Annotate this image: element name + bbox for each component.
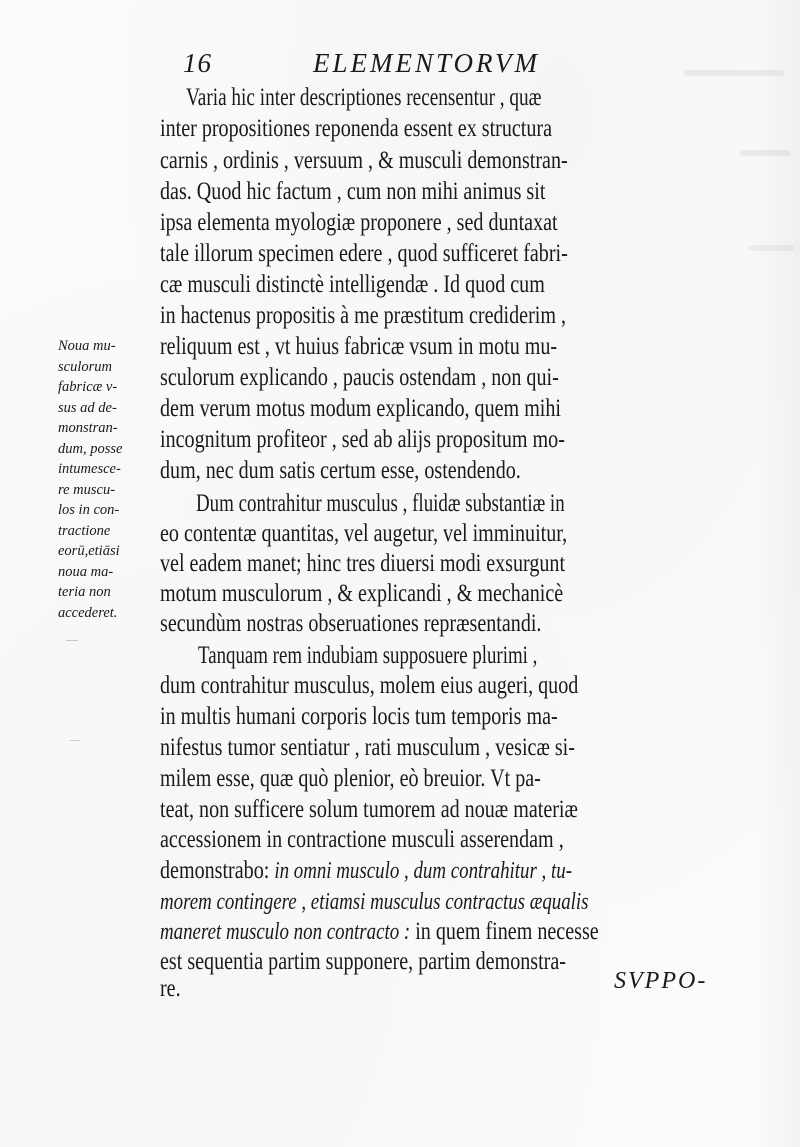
text-span: inter propositiones reponenda essent ex structura — [160, 113, 553, 142]
text-line — [160, 173, 790, 208]
text-span: carnis , ordinis , versuum , & musculi demonstran- — [160, 145, 568, 174]
margin-note-line: sculorum — [58, 358, 112, 375]
text-line — [160, 421, 790, 456]
text-span: in multis humani corporis locis tum temporis ma- — [160, 701, 558, 730]
text-span: demonstrabo: — [160, 855, 275, 884]
text-line — [160, 760, 790, 795]
text-line — [160, 142, 790, 177]
text-line — [160, 698, 790, 733]
margin-note-line: intumesce- — [58, 461, 121, 477]
text-span: reliquum est , vt huius fabricæ vsum in motu mu- — [160, 331, 558, 360]
show-through-mark — [684, 70, 784, 76]
margin-note — [58, 336, 158, 623]
text-line — [160, 266, 790, 301]
text-line — [160, 204, 790, 239]
text-span: dem verum motus modum explicando, quem mihi — [160, 393, 562, 422]
catchword: SVPPO- — [614, 968, 708, 994]
text-line — [160, 297, 790, 332]
text-span: Tanquam rem indubiam supposuere plurimi , — [198, 640, 538, 669]
text-line — [160, 328, 790, 363]
margin-note-line: tractione — [58, 522, 111, 539]
margin-rule — [66, 640, 78, 641]
margin-note-line: accederet. — [58, 604, 118, 621]
margin-note-line: monstran- — [58, 420, 118, 436]
text-span: incognitum profiteor , sed ab alijs propositum mo- — [160, 424, 565, 453]
page-number: 16 — [183, 48, 212, 78]
italic-text-span: maneret musculo non contracto : — [160, 919, 411, 945]
text-span: das. Quod hic factum , cum non mihi animus sit — [160, 176, 546, 205]
text-span: secundùm nostras obseruationes repræsentandi. — [160, 608, 542, 637]
running-title: ELEMENTORVM — [313, 48, 541, 78]
text-span: vel eadem manet; hinc tres diuersi modi exsurgunt — [160, 548, 566, 577]
text-line — [160, 235, 790, 270]
italic-text-span: morem contingere , etiamsi musculus contractus æqualis — [160, 889, 589, 915]
text-span: Varia hic inter descriptiones recensentur , quæ — [186, 82, 542, 111]
margin-note-line: fabricæ v- — [58, 379, 118, 395]
margin-note-line: sus ad de- — [58, 399, 117, 416]
margin-note-line: los in con- — [58, 502, 120, 518]
margin-note-line: dum, posse — [58, 440, 123, 457]
text-span: ipsa elementa myologiæ proponere , sed duntaxat — [160, 207, 558, 236]
text-span: in quem finem necesse — [410, 916, 599, 945]
text-span: nifestus tumor sentiatur , rati musculum , vesicæ si- — [160, 732, 575, 761]
text-span: in hactenus propositis à me præstitum crediderim , — [160, 300, 567, 329]
text-line — [160, 667, 790, 702]
text-span: Dum contrahitur musculus , fluidæ substantiæ in — [196, 488, 565, 517]
text-span: re. — [160, 973, 181, 1002]
text-line — [160, 852, 790, 887]
margin-rule — [70, 740, 80, 741]
margin-note-line: eorū,etiāsi — [58, 543, 120, 559]
italic-text-span: in omni musculo , dum contrahitur , tu- — [274, 858, 573, 884]
text-span: dum contrahitur musculus, molem eius augeri, quod — [160, 670, 579, 699]
text-line — [160, 605, 790, 640]
text-span: accessionem in contractione musculi asserendam , — [160, 824, 564, 853]
text-line — [160, 359, 790, 394]
margin-note-line: noua ma- — [58, 563, 114, 580]
text-span: milem esse, quæ quò plenior, eò breuior. Vt pa- — [160, 763, 541, 792]
text-line — [160, 390, 790, 425]
text-span: tale illorum specimen edere , quod sufficeret fabri- — [160, 238, 568, 267]
text-span: teat, non sufficere solum tumorem ad nouæ materiæ — [160, 794, 578, 823]
text-span: dum, nec dum satis certum esse, ostendendo. — [160, 455, 521, 484]
text-line — [160, 110, 790, 145]
text-span: motum musculorum , & explicandi , & mechanicè — [160, 578, 564, 607]
text-line — [160, 452, 790, 487]
text-line — [160, 729, 790, 764]
text-span: est sequentia partim supponere, partim demonstra- — [160, 946, 566, 975]
margin-note-line: teria non — [58, 584, 111, 600]
text-line — [186, 79, 790, 114]
text-span: eo contentæ quantitas, vel augetur, vel imminuitur, — [160, 518, 568, 547]
text-line — [160, 821, 790, 856]
margin-note-line: re muscu- — [58, 481, 116, 498]
text-span: sculorum explicando , paucis ostendam , non qui- — [160, 362, 559, 391]
text-span: cæ musculi distinctè intelligendæ . Id quod cum — [160, 269, 545, 298]
margin-note-line: Noua mu- — [58, 338, 116, 354]
